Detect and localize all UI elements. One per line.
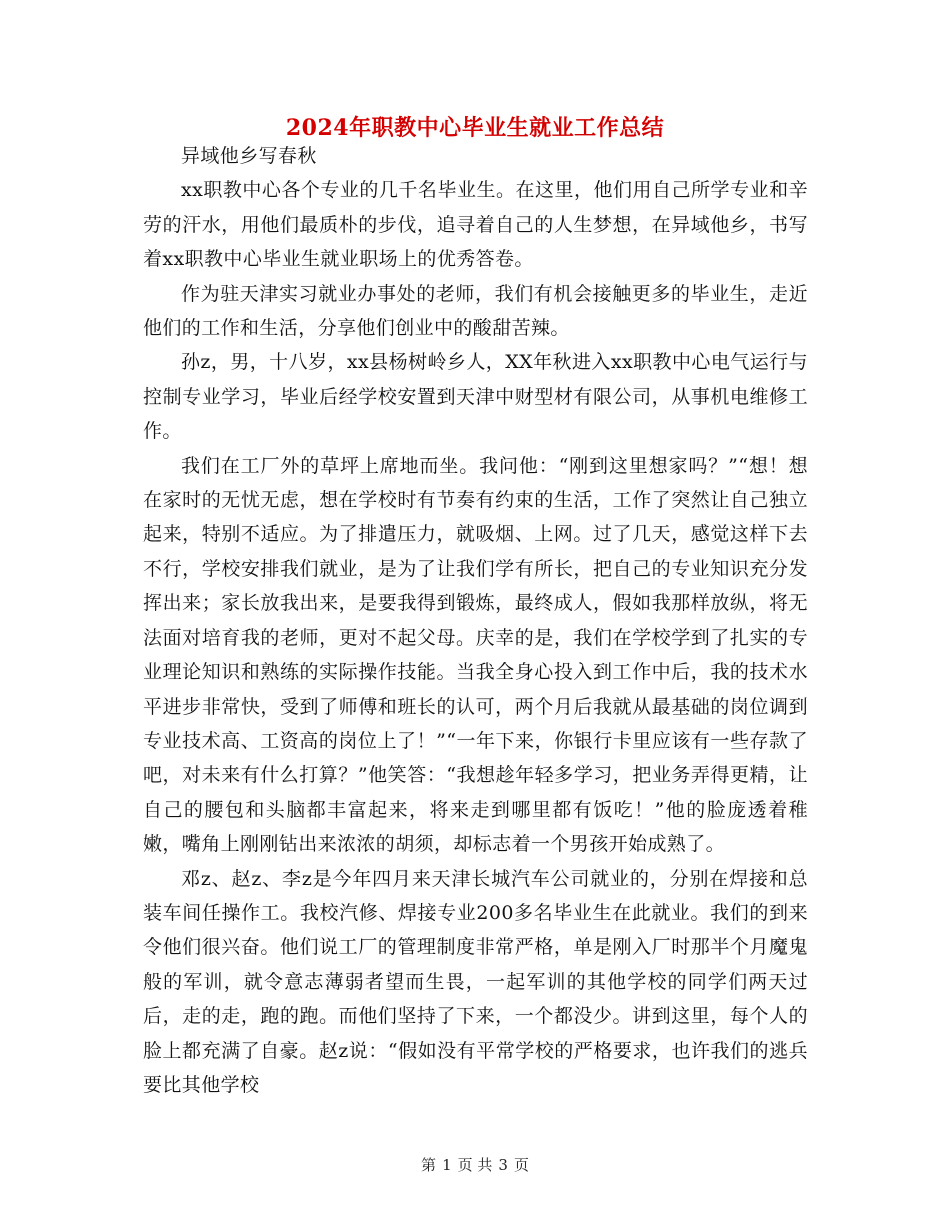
paragraph: 我们在工厂外的草坪上席地而坐。我问他：“刚到这里想家吗？”“想！想在家时的无忧无虑，想在学校时有节奏有约束的生活，工作了突然让自己独立起来，特别不适应。为了排遣压力，就吸烟、上网。过了几天，感觉这样下去不行，学校安排我们就业，是为了让我们学有所长，把自己的专业知识充分发挥出来；家长放我出来，是要我得到锻炼，最终成人，假如我那样放纵，将无法面对培育我的老师，更对不起父母。庆幸的是，我们在学校学到了扎实的专业理论知识和熟练的实际操作技能。当我全身心投入到工作中后，我的技术水平进步非常快，受到了师傅和班长的认可，两个月后我就从最基础的岗位调到专业技术高、工资高的岗位上了！”“一年下来，你银行卡里应该有一些存款了吧，对未来有什么打算？”他笑答：“我想趁年轻多学习，把业务弄得更精，让自己的腰包和头脑都丰富起来，将来走到哪里都有饭吃！”他的脸庞透着稚嫩，嘴角上刚刚钻出来浓浓的胡须，却标志着一个男孩开始成熟了。	[143, 454, 808, 856]
paragraph: 作为驻天津实习就业办事处的老师，我们有机会接触更多的毕业生，走近他们的工作和生活，分享他们创业中的酸甜苦辣。	[143, 282, 808, 340]
page-label-suffix: 页	[513, 1156, 529, 1174]
document-body	[143, 139, 808, 1102]
document-title: 2024年职教中心毕业生就业工作总结	[285, 115, 665, 141]
page-label-prefix: 第	[421, 1156, 437, 1174]
paragraph: 孙z，男，十八岁，xx县杨树岭乡人，XX年秋进入xx职教中心电气运行与控制专业学习，毕业后经学校安置到天津中财型材有限公司，从事机电维修工作。	[143, 351, 808, 443]
page-label-mid: 页 共	[457, 1156, 493, 1174]
current-page-number: 1	[442, 1156, 452, 1174]
paragraph: 邓z、赵z、李z是今年四月来天津长城汽车公司就业的，分别在焊接和总装车间任操作工。我校汽修、焊接专业200多名毕业生在此就业。我们的到来令他们很兴奋。他们说工厂的管理制度非常严格，单是刚入厂时那半个月魔鬼般的军训，就令意志薄弱者望而生畏，一起军训的其他学校的同学们两天过后，走的走，跑的跑。而他们坚持了下来，一个都没少。讲到这里，每个人的脸上都充满了自豪。赵z说：“假如没有平常学校的严格要求，也许我们的逃兵要比其他学校	[143, 867, 808, 1096]
paragraph-subtitle: 异域他乡写春秋	[181, 145, 317, 167]
paragraph: xx职教中心各个专业的几千名毕业生。在这里，他们用自己所学专业和辛劳的汗水，用他们最质朴的步伐，追寻着自己的人生梦想，在异域他乡，书写着xx职教中心毕业生就业职场上的优秀答卷。	[143, 179, 808, 271]
page-footer	[0, 1155, 950, 1175]
total-pages-number: 3	[498, 1156, 508, 1174]
